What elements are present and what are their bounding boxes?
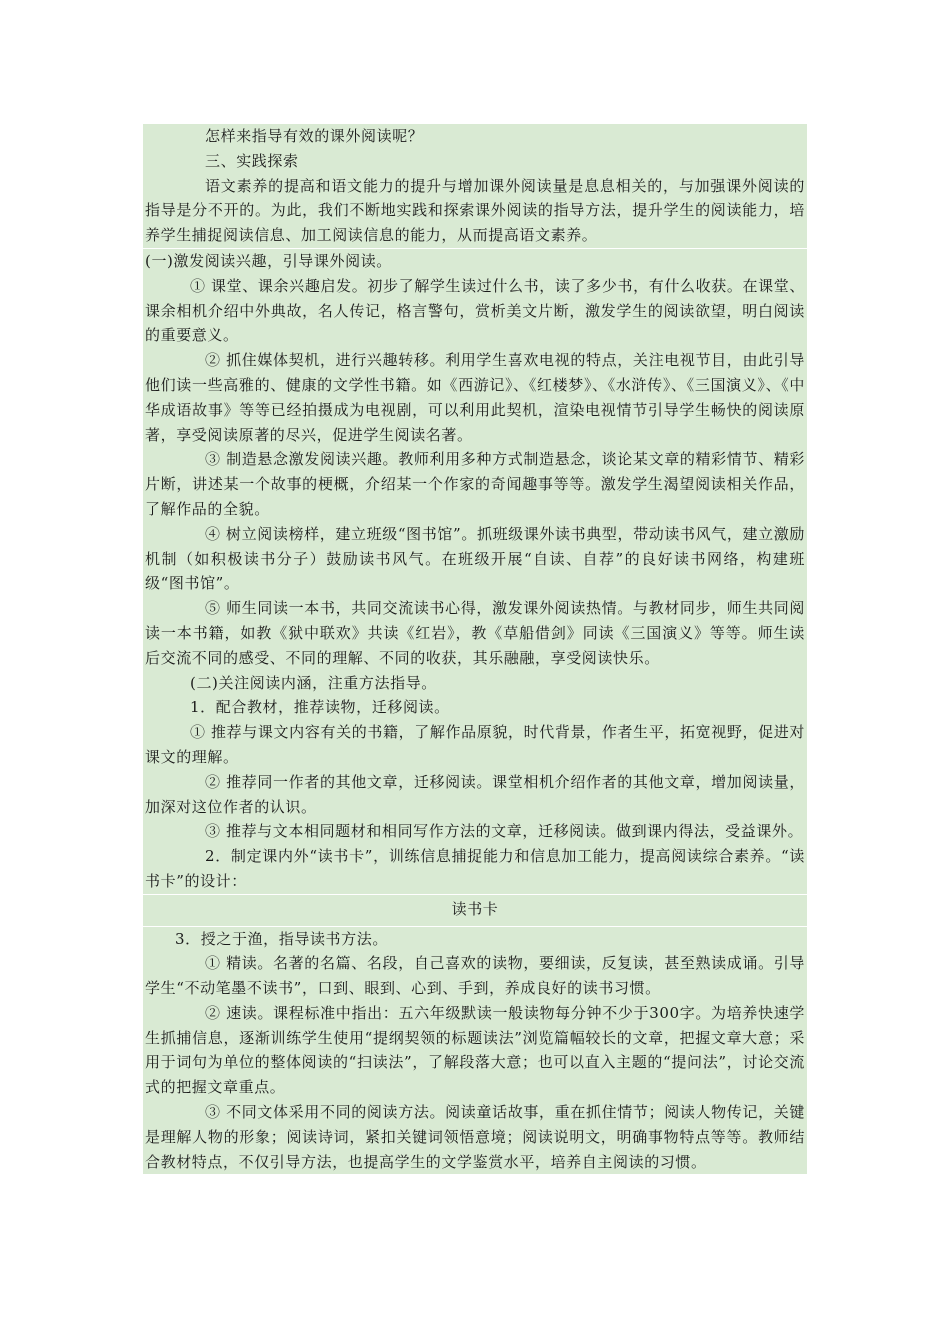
paragraph-question: 怎样来指导有效的课外阅读呢？ <box>143 124 807 149</box>
point-3-item-3: ③ 不同文体采用不同的阅读方法。阅读童话故事，重在抓住情节；阅读人物传记，关键是理解人物的形象；阅读诗词，紧扣关键词领悟意境；阅读说明文，明确事物特点等等。教师结合教材特点，不仅引导方法，也提高学生的文学鉴赏水平，培养自主阅读的习惯。 <box>143 1100 807 1174</box>
point-1-item-1: ① 推荐与课文内容有关的书籍，了解作品原貌，时代背景，作者生平，拓宽视野，促进对课文的理解。 <box>143 720 807 770</box>
point-3-item-2: ② 速读。课程标准中指出：五六年级默读一般读物每分钟不少于300字。为培养快速学生抓捕信息，逐渐训练学生使用“提纲契领的标题读法”浏览篇幅较长的文章，把握文章大意；采用于词句为单位的整体阅读的“扫读法”，了解段落大意；也可以直入主题的“提问法”，讨论交流式的把握文章重点。 <box>143 1001 807 1100</box>
point-1-item-3: ③ 推荐与文本相同题材和相同写作方法的文章，迁移阅读。做到课内得法，受益课外。 <box>143 819 807 844</box>
list-item-4: ④ 树立阅读榜样，建立班级“图书馆”。抓班级课外读书典型，带动读书风气，建立激励机制（如积极读书分子）鼓励读书风气。在班级开展“自读、自荐”的良好读书网络，构建班级“图书馆”。 <box>143 522 807 596</box>
list-item-1: ① 课堂、课余兴趣启发。初步了解学生读过什么书，读了多少书，有什么收获。在课堂、课余相机介绍中外典故，名人传记，格言警句，赏析美文片断，激发学生的阅读欲望，明白阅读的重要意义。 <box>143 274 807 348</box>
point-1-item-2: ② 推荐同一作者的其他文章，迁移阅读。课堂相机介绍作者的其他文章，增加阅读量，加深对这位作者的认识。 <box>143 770 807 820</box>
point-1-heading: 1．配合教材，推荐读物，迁移阅读。 <box>143 695 807 720</box>
section-heading-practice: 三、实践探索 <box>143 149 807 174</box>
subheading-method: (二)关注阅读内涵，注重方法指导。 <box>143 671 807 696</box>
list-item-5: ⑤ 师生同读一本书，共同交流读书心得，激发课外阅读热情。与教材同步，师生共同阅读一本书籍，如教《狱中联欢》共读《红岩》，教《草船借剑》同读《三国演义》等等。师生读后交流不同的感受、不同的理解、不同的收获，其乐融融，享受阅读快乐。 <box>143 596 807 670</box>
document-body <box>143 124 807 1174</box>
point-2-heading: 2．制定课内外“读书卡”，训练信息捕捉能力和信息加工能力，提高阅读综合素养。“读书卡”的设计： <box>143 844 807 894</box>
paragraph-intro: 语文素养的提高和语文能力的提升与增加课外阅读量是息息相关的，与加强课外阅读的指导是分不开的。为此，我们不断地实践和探索课外阅读的指导方法，提升学生的阅读能力，培养学生捕捉阅读信息、加工阅读信息的能力，从而提高语文素养。 <box>143 174 807 248</box>
list-item-3: ③ 制造悬念激发阅读兴趣。教师利用多种方式制造悬念，谈论某文章的精彩情节、精彩片断，讲述某一个故事的梗概，介绍某一个作家的奇闻趣事等等。激发学生渴望阅读相关作品，了解作品的全貌。 <box>143 447 807 521</box>
reading-card-title: 读书卡 <box>143 895 807 926</box>
point-3-item-1: ① 精读。名著的名篇、名段，自己喜欢的读物，要细读，反复读，甚至熟读成诵。引导学生“不动笔墨不读书”，口到、眼到、心到、手到，养成良好的读书习惯。 <box>143 951 807 1001</box>
subheading-interest: (一)激发阅读兴趣，引导课外阅读。 <box>143 249 807 274</box>
list-item-2: ② 抓住媒体契机，进行兴趣转移。利用学生喜欢电视的特点，关注电视节目，由此引导他们读一些高雅的、健康的文学性书籍。如《西游记》、《红楼梦》、《水浒传》、《三国演义》、《中华成语故事》等等已经拍摄成为电视剧，可以利用此契机，渲染电视情节引导学生畅快的阅读原著，享受阅读原著的尽兴，促进学生阅读名著。 <box>143 348 807 447</box>
point-3-heading: 3．授之于渔，指导读书方法。 <box>143 927 807 952</box>
